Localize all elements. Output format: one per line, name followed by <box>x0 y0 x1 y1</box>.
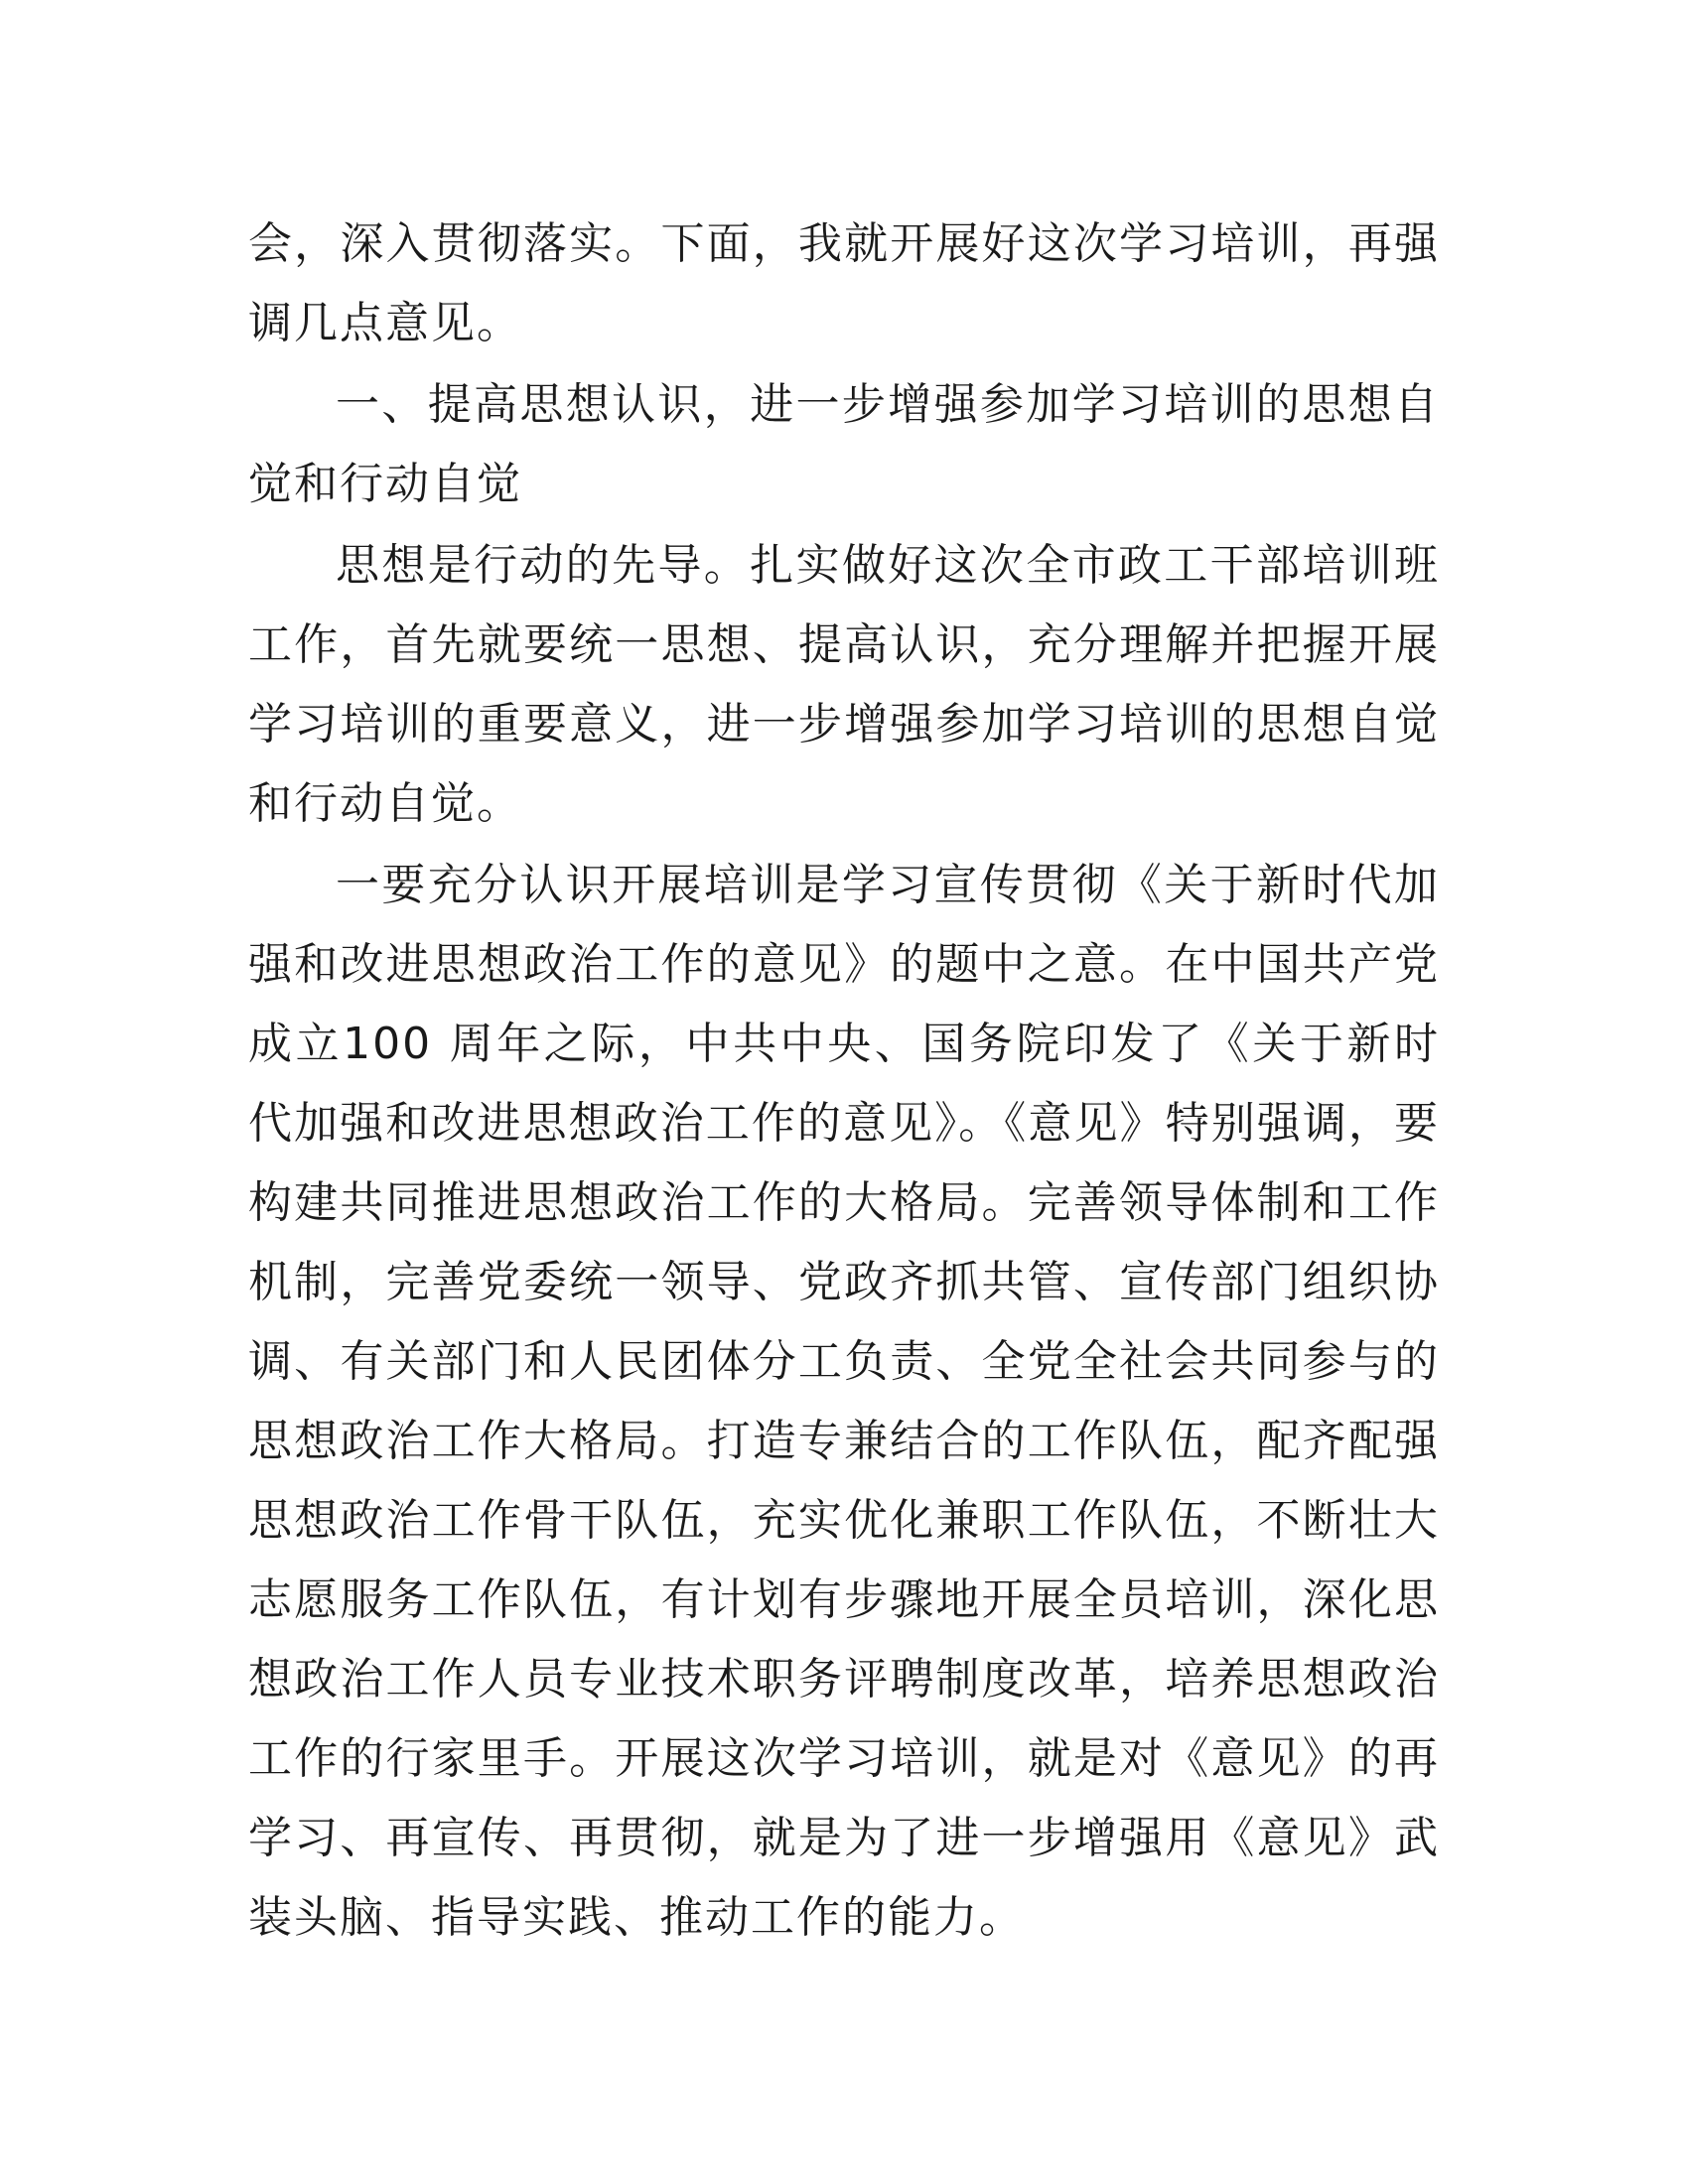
section-heading-1: 一、提高思想认识，进一步增强参加学习培训的思想自觉和行动自觉 <box>248 379 1440 509</box>
paragraph-intro: 思想是行动的先导。扎实做好这次全市政工干部培训班工作，首先就要统一思想、提高认识，充分理解并把握开展学习培训的重要意义，进一步增强参加学习培训的思想自觉和行动自觉。 <box>248 540 1440 829</box>
paragraph-continuation: 会，深入贯彻落实。下面，我就开展好这次学习培训，再强调几点意见。 <box>248 218 1440 348</box>
paragraph-point-1: 一要充分认识开展培训是学习宣传贯彻《关于新时代加强和改进思想政治工作的意见》的题中之意。在中国共产党成立100 周年之际，中共中央、国务院印发了《关于新时代加强和改进思想政治工作的意见》。《意见》特别强调，要构建共同推进思想政治工作的大格局。完善领导体制和工作机制，完善党委统一领导、党政齐抓共管、宣传部门组织协调、有关部门和人民团体分工负责、全党全社会共同参与的思想政治工作大格局。打造专兼结合的工作队伍，配齐配强思想政治工作骨干队伍，充实优化兼职工作队伍，不断壮大志愿服务工作队伍，有计划有步骤地开展全员培训，深化思想政治工作人员专业技术职务评聘制度改革，培养思想政治工作的行家里手。开展这次学习培训，就是对《意见》的再学习、再宣传、再贯彻，就是为了进一步增强用《意见》武装头脑、指导实践、推动工作的能力。 <box>248 860 1440 1943</box>
document-body <box>248 205 1440 1960</box>
